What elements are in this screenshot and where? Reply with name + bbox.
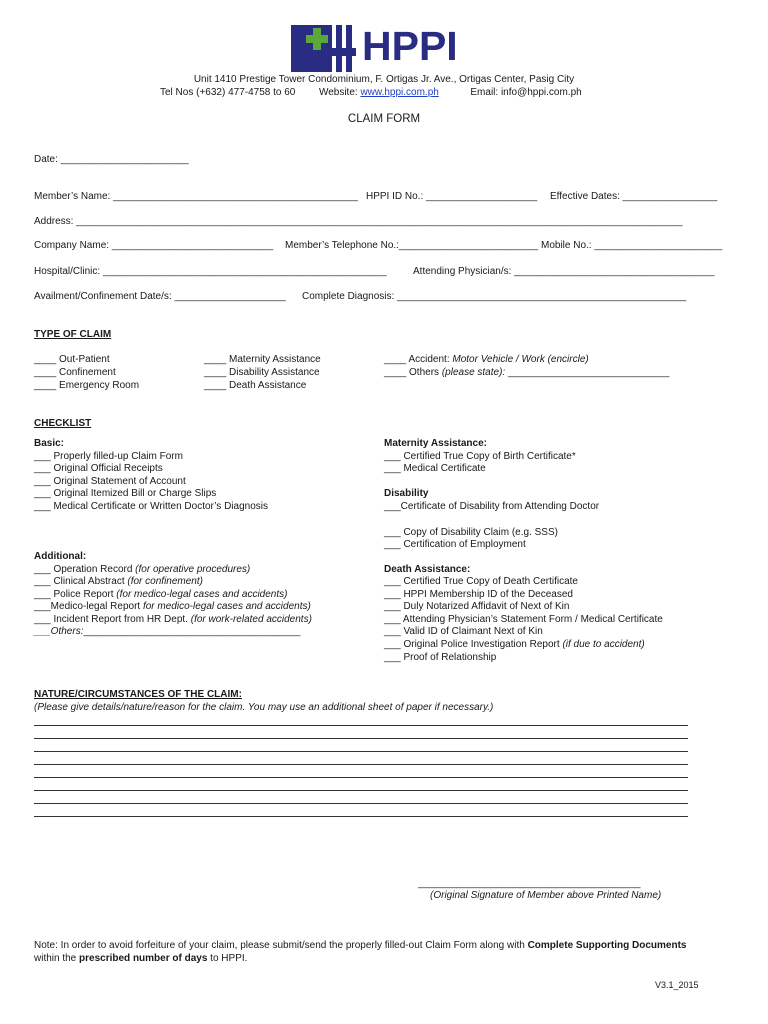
company-address: Unit 1410 Prestige Tower Condominium, F. Ortigas Jr. Ave., Ortigas Center, Pasig City <box>193 74 575 85</box>
nature-text-line[interactable] <box>34 790 688 791</box>
nature-text-line[interactable] <box>34 816 688 817</box>
note-text: to HPPI. <box>207 953 248 964</box>
claim-type-outpatient[interactable]: ____ Out-Patient <box>34 354 110 365</box>
additional-heading: Additional: <box>34 551 87 562</box>
others-label: ____ Others <box>384 367 440 378</box>
address-field[interactable]: Address: _____________________________________________________________________________________________________________ <box>34 216 683 227</box>
note-bold: prescribed number of days <box>79 953 208 964</box>
claim-type-disability[interactable]: ____ Disability Assistance <box>204 367 320 378</box>
checklist-item[interactable] <box>34 601 311 612</box>
checklist-item[interactable]: ___ Proof of Relationship <box>384 652 497 663</box>
others-note: (please state): <box>441 367 506 378</box>
checklist-item-others[interactable] <box>34 626 300 637</box>
item-text: ___Others: <box>34 626 84 637</box>
item-note: (for operative procedures) <box>135 564 251 575</box>
item-note: (for medico-legal cases and accidents) <box>116 589 288 600</box>
nature-text-line[interactable] <box>34 764 688 765</box>
others-line: _____________________________ <box>507 367 670 378</box>
nature-heading: NATURE/CIRCUMSTANCES OF THE CLAIM: <box>34 689 242 700</box>
checklist-item[interactable]: ___ Certified True Copy of Birth Certificate* <box>384 451 576 462</box>
logo-text: HPPI <box>362 23 458 69</box>
checklist-item[interactable] <box>384 639 645 650</box>
disability-heading: Disability <box>384 488 429 499</box>
effective-dates-field[interactable]: Effective Dates: _________________ <box>550 191 718 202</box>
claim-type-death[interactable]: ____ Death Assistance <box>204 380 307 391</box>
item-text: ___Medico-legal Report <box>34 601 143 612</box>
checklist-heading: CHECKLIST <box>34 418 92 429</box>
note-line-1 <box>34 940 686 951</box>
nature-text-line[interactable] <box>34 725 688 726</box>
email: Email: info@hppi.com.ph <box>470 87 582 98</box>
item-note: for medico-legal cases and accidents) <box>142 601 311 612</box>
member-name-field[interactable]: Member’s Name: ____________________________________________ <box>34 191 358 202</box>
checklist-item[interactable]: ___Certificate of Disability from Attending Doctor <box>384 501 600 512</box>
website-link[interactable]: www.hppi.com.ph <box>360 87 439 98</box>
item-text: ___ Police Report <box>34 589 117 600</box>
diagnosis-field[interactable]: Complete Diagnosis: ____________________________________________________ <box>302 291 687 302</box>
checklist-item[interactable] <box>34 576 203 587</box>
note-bold: Complete Supporting Documents <box>527 940 687 951</box>
nature-instructions: (Please give details/nature/reason for the claim. You may use an additional sheet of paper if necessary.) <box>34 702 494 713</box>
hospital-field[interactable]: Hospital/Clinic: ___________________________________________________ <box>34 266 387 277</box>
note-text: within the <box>34 953 80 964</box>
checklist-item[interactable] <box>34 589 287 600</box>
item-note: (for confinement) <box>127 576 203 587</box>
type-of-claim-heading: TYPE OF CLAIM <box>34 329 112 340</box>
item-text: ___ Clinical Abstract <box>34 576 128 587</box>
claim-type-confinement[interactable]: ____ Confinement <box>34 367 116 378</box>
nature-text-line[interactable] <box>34 751 688 752</box>
claim-type-accident[interactable] <box>384 354 589 365</box>
checklist-item[interactable] <box>34 564 250 575</box>
death-heading: Death Assistance: <box>384 564 471 575</box>
checklist-item[interactable]: ___ Copy of Disability Claim (e.g. SSS) <box>384 527 558 538</box>
member-telephone-field[interactable]: Member’s Telephone No.:_________________________ <box>285 240 538 251</box>
claim-type-maternity[interactable]: ____ Maternity Assistance <box>204 354 321 365</box>
checklist-item[interactable]: ___ Certification of Employment <box>384 539 526 550</box>
checklist-item[interactable]: ___ Medical Certificate or Written Doctor’s Diagnosis <box>34 501 268 512</box>
basic-heading: Basic: <box>34 438 65 449</box>
checklist-item[interactable]: ___ Certified True Copy of Death Certificate <box>384 576 578 587</box>
contact-line <box>160 87 582 98</box>
nature-text-line[interactable] <box>34 777 688 778</box>
claim-type-others[interactable] <box>384 367 669 378</box>
availment-field[interactable]: Availment/Confinement Date/s: ____________________ <box>34 291 286 302</box>
company-row <box>34 240 728 254</box>
form-title: CLAIM FORM <box>347 113 421 125</box>
checklist-item[interactable]: ___ HPPI Membership ID of the Deceased <box>384 589 573 600</box>
maternity-heading: Maternity Assistance: <box>384 438 487 449</box>
accident-label: ____ Accident: <box>384 354 450 365</box>
item-text: ___ Operation Record <box>34 564 136 575</box>
version-label: V3.1_2015 <box>655 980 699 990</box>
telephone: Tel Nos (+632) 477-4758 to 60 <box>160 87 296 98</box>
item-text: ___ Original Police Investigation Report <box>384 639 563 650</box>
accident-note: Motor Vehicle / Work (encircle) <box>452 354 589 365</box>
checklist-item[interactable]: ___ Duly Notarized Affidavit of Next of Kin <box>384 601 570 612</box>
checklist-item[interactable]: ___ Medical Certificate <box>384 463 486 474</box>
item-text: ___ Incident Report from HR Dept. <box>34 614 191 625</box>
others-line: _______________________________________ <box>83 626 301 637</box>
member-row <box>34 191 728 205</box>
claim-type-emergency[interactable]: ____ Emergency Room <box>34 380 140 391</box>
checklist-item[interactable]: ___ Original Itemized Bill or Charge Slips <box>34 488 217 499</box>
nature-text-line[interactable] <box>34 738 688 739</box>
checklist-item[interactable]: ___ Original Official Receipts <box>34 463 163 474</box>
hppi-id-field[interactable]: HPPI ID No.: ____________________ <box>366 191 538 202</box>
website-label: Website: <box>318 87 358 98</box>
item-note: (if due to accident) <box>562 639 645 650</box>
checklist-item[interactable]: ___ Valid ID of Claimant Next of Kin <box>384 626 543 637</box>
checklist-item[interactable] <box>34 614 312 625</box>
company-name-field[interactable]: Company Name: _____________________________ <box>34 240 274 251</box>
checklist-item[interactable]: ___ Attending Physician’s Statement Form / Medical Certificate <box>384 614 663 625</box>
checklist-item[interactable]: ___ Original Statement of Account <box>34 476 186 487</box>
hospital-row <box>34 266 728 280</box>
nature-text-line[interactable] <box>34 803 688 804</box>
signature-line[interactable]: ________________________________________ <box>418 878 641 889</box>
physician-field[interactable]: Attending Physician/s: ____________________________________ <box>413 266 715 277</box>
date-field[interactable]: Date: _______________________ <box>34 154 189 165</box>
note-line-2 <box>34 953 247 964</box>
signature-caption: (Original Signature of Member above Printed Name) <box>430 890 662 901</box>
item-note: (for work-related accidents) <box>190 614 312 625</box>
note-text: Note: In order to avoid forfeiture of your claim, please submit/send the properly filled-out Claim Form along with <box>34 940 528 951</box>
mobile-field[interactable]: Mobile No.: _______________________ <box>541 240 723 251</box>
checklist-item[interactable]: ___ Properly filled-up Claim Form <box>34 451 183 462</box>
availment-row <box>34 291 728 305</box>
